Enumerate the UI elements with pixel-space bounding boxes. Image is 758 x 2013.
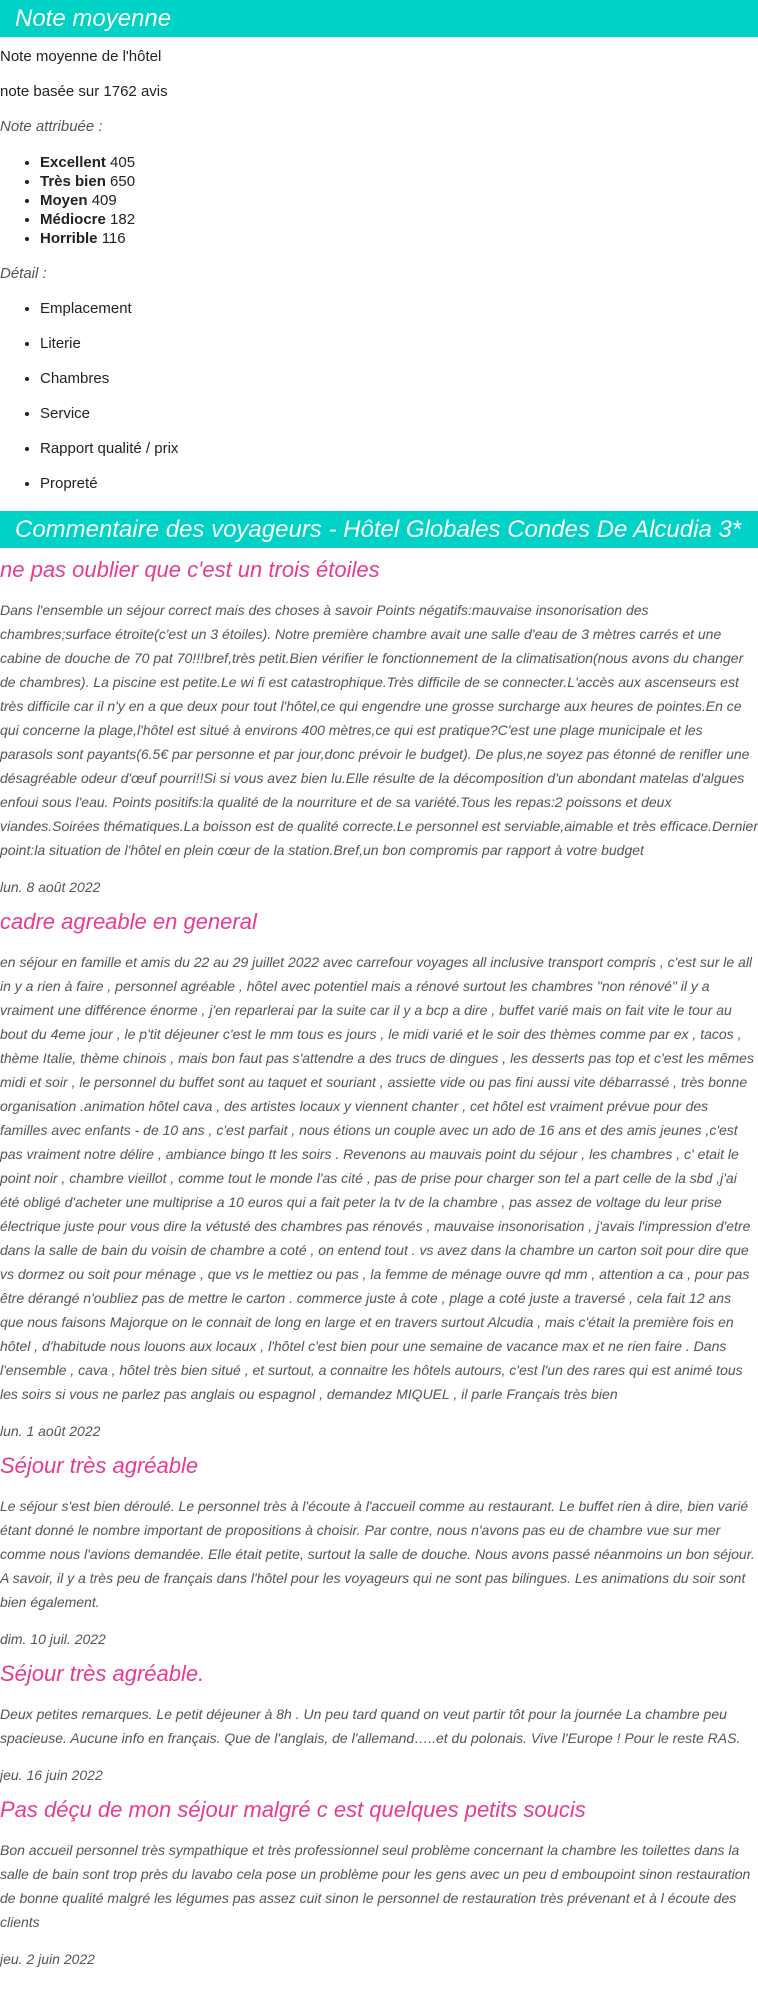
review-date: dim. 10 juil. 2022 [0, 1631, 106, 1647]
average-rating-label: Note moyenne de l'hôtel [0, 48, 162, 65]
rating-detail-item: • Literie [40, 335, 758, 353]
review-title: Séjour très agréable. [0, 1661, 205, 1686]
review-text: en séjour en famille et amis du 22 au 29 juillet 2022 avec carrefour voyages all inclusive transport compris , c'est sur le all in y a rien à faire , personnel agréable , hôtel avec potentiel mais a rénové surtout les chambres "non rénové" il y a vraiment une différence énorme , j'en reparlerai par la suite car il y a bcp a dire , buffet varié mais on fait vite le tour au bout du 4eme jour , le p'tit déjeuner c'est le mm tous es jours , le midi varié et le soir des thèmes comme par ex , tacos , thème Italie, thème chinois , mais bon faut pas s'attendre a des trucs de dingues , les desserts pas top et c'est les mêmes midi et soir , le personnel du buffet sont au taquet et souriant , assiette vide ou pas fini aussi vite débarrassé , très bonne organisation .animation hôtel cava , des artistes locaux y viennent chanter , cet hôtel est vraiment prévue pour des familles avec enfants - de 10 ans , c'est parfait , nous étions un couple avec un ado de 16 ans et des amis jeunes ,c'est pas vraiment notre délire , ambiance bingo tt les soirs . Revenons au mauvais point du séjour , les chambres , c' etait le point noir , chambre vieillot , comme tout le monde l'as cité , pas de prise pour charger son tel a part celle de la sbd ,j'ai été obligé d'acheter une multiprise a 10 euros qui a fait peter la tv de la chambre , pas assez de voltage du leur prise électrique juste pour vous dire la vétusté des chambres pas rénovés , mauvaise insonorisation , j'avais l'impression d'etre dans la salle de bain du voisin de chambre a coté , on entend tout . vs avez dans la chambre un carton soit pour dire que vs dormez ou soit pour ménage , que vs le mettiez ou pas , la femme de ménage ouvre qd mm , attention a ca , pour pas être dérangé n'oubliez pas de mettre le carton . commerce juste à cote , plage a coté juste a traversé , cela fait 12 ans que nous faisons Majorque on le connait de long en large et en travers surtout Alcudia , mais c'était la première fois en hôtel , d'habitude nous louons aux locaux , l'hôtel c'est bien pour une semaine de vacance max et ne rien faire . Dans l'ensemble , cava , hôtel très bien situé , et surtout, a connaitre les hôtels autours, c'est l'un des rares qui est animé tous les soirs si vous ne parlez pas anglais ou espagnol , demandez MIQUEL , il parle Français très bien [0, 954, 754, 1402]
rating-detail-item: • Emplacement [40, 300, 758, 318]
rating-distribution-item: • Horrible 116 [40, 229, 758, 248]
rating-header: Note moyenne [0, 0, 758, 37]
review-date: jeu. 16 juin 2022 [0, 1767, 103, 1783]
attributed-rating-label: Note attribuée : [0, 118, 103, 135]
comments-header: Commentaire des voyageurs - Hôtel Globales Condes De Alcudia 3* [0, 511, 758, 548]
rating-distribution-list [0, 153, 758, 248]
comments-section [0, 511, 758, 1968]
review-text: Deux petites remarques. Le petit déjeuner à 8h . Un peu tard quand on veut partir tôt pour la journée La chambre peu spacieuse. Aucune info en français. Que de l'anglais, de l'allemand…..et du polonais. Vive l'Europe ! Pour le reste RAS. [0, 1706, 741, 1746]
rating-detail-item: • Rapport qualité / prix [40, 440, 758, 458]
detail-label: Détail : [0, 265, 47, 282]
review [0, 554, 758, 896]
review-text: Bon accueil personnel très sympathique et très professionnel seul problème concernant la chambre les toilettes dans la salle de bain sont trop près du lavabo cela pose un problème pour les gens avec un peu d emboupoint sinon restauration de bonne qualité malgré les légumes pas assez cuit sinon le personnel de restauration très prévenant et à l écoute des clients [0, 1842, 751, 1930]
rating-detail-item: • Service [40, 405, 758, 423]
review-title: ne pas oublier que c'est un trois étoiles [0, 557, 380, 582]
rating-distribution-item: • Moyen 409 [40, 191, 758, 210]
rating-detail-item: • Propreté [40, 475, 758, 493]
review-title: cadre agreable en general [0, 909, 257, 934]
review [0, 1450, 758, 1648]
rating-distribution-item: • Excellent 405 [40, 153, 758, 172]
review [0, 1794, 758, 1968]
review [0, 1658, 758, 1784]
review-date: lun. 8 août 2022 [0, 879, 101, 895]
review-date: jeu. 2 juin 2022 [0, 1951, 95, 1967]
rating-distribution-item: • Médiocre 182 [40, 210, 758, 229]
review-count-text: note basée sur 1762 avis [0, 83, 168, 100]
review-date: lun. 1 août 2022 [0, 1423, 101, 1439]
rating-detail-list [0, 300, 758, 493]
review-text: Dans l'ensemble un séjour correct mais des choses à savoir Points négatifs:mauvaise insonorisation des chambres;surface étroite(c'est un 3 étoiles). Notre première chambre avait une salle d'eau de 3 mètres carrés et une cabine de douche de 70 pat 70!!!bref,très petit.Bien vérifier le fonctionnement de la climatisation(nous avons du changer de chambres). La piscine est petite.Le wi fi est catastrophique.Très difficile de se connecter.L'accès aux ascenseurs est très difficile car il n'y en a que deux pour tout l'hôtel,ce qui engendre une grosse surcharge aux heures de pointes.En ce qui concerne la plage,l'hôtel est situé à environs 400 mètres,ce qui est pratique?C'est une plage municipale et les parasols sont payants(6.5€ par personne et par jour,donc prévoir le budget). De plus,ne soyez pas étonné de renifler une désagréable odeur d'œuf pourri!!Si si vous avez bien lu.Elle résulte de la décomposition d'un abondant matelas d'algues enfoui sous l'eau. Points positifs:la qualité de la nourriture et de sa variété.Tous les repas:2 poissons et deux viandes.Soirées thématiques.La boisson est de qualité correcte.Le personnel est serviable,aimable et très efficace.Dernier point:la situation de l'hôtel en plein cœur de la station.Bref,un bon compromis par rapport à votre budget [0, 602, 758, 858]
review-title: Séjour très agréable [0, 1453, 199, 1478]
rating-section [0, 0, 758, 493]
review [0, 906, 758, 1440]
rating-detail-item: • Chambres [40, 370, 758, 388]
review-text: Le séjour s'est bien déroulé. Le personnel très à l'écoute à l'accueil comme au restaurant. Le buffet rien à dire, bien varié étant donné le nombre important de propositions à choisir. Par contre, nous n'avons pas eu de chambre vue sur mer comme nous l'avions demandée. Elle était petite, surtout la salle de douche. Nous avons passé néanmoins un bon séjour. A savoir, il y a très peu de français dans l'hôtel pour les voyageurs qui ne sont pas bilingues. Les animations du soir sont bien également. [0, 1498, 755, 1610]
rating-distribution-item: • Très bien 650 [40, 172, 758, 191]
review-title: Pas déçu de mon séjour malgré c est quelques petits soucis [0, 1797, 586, 1822]
